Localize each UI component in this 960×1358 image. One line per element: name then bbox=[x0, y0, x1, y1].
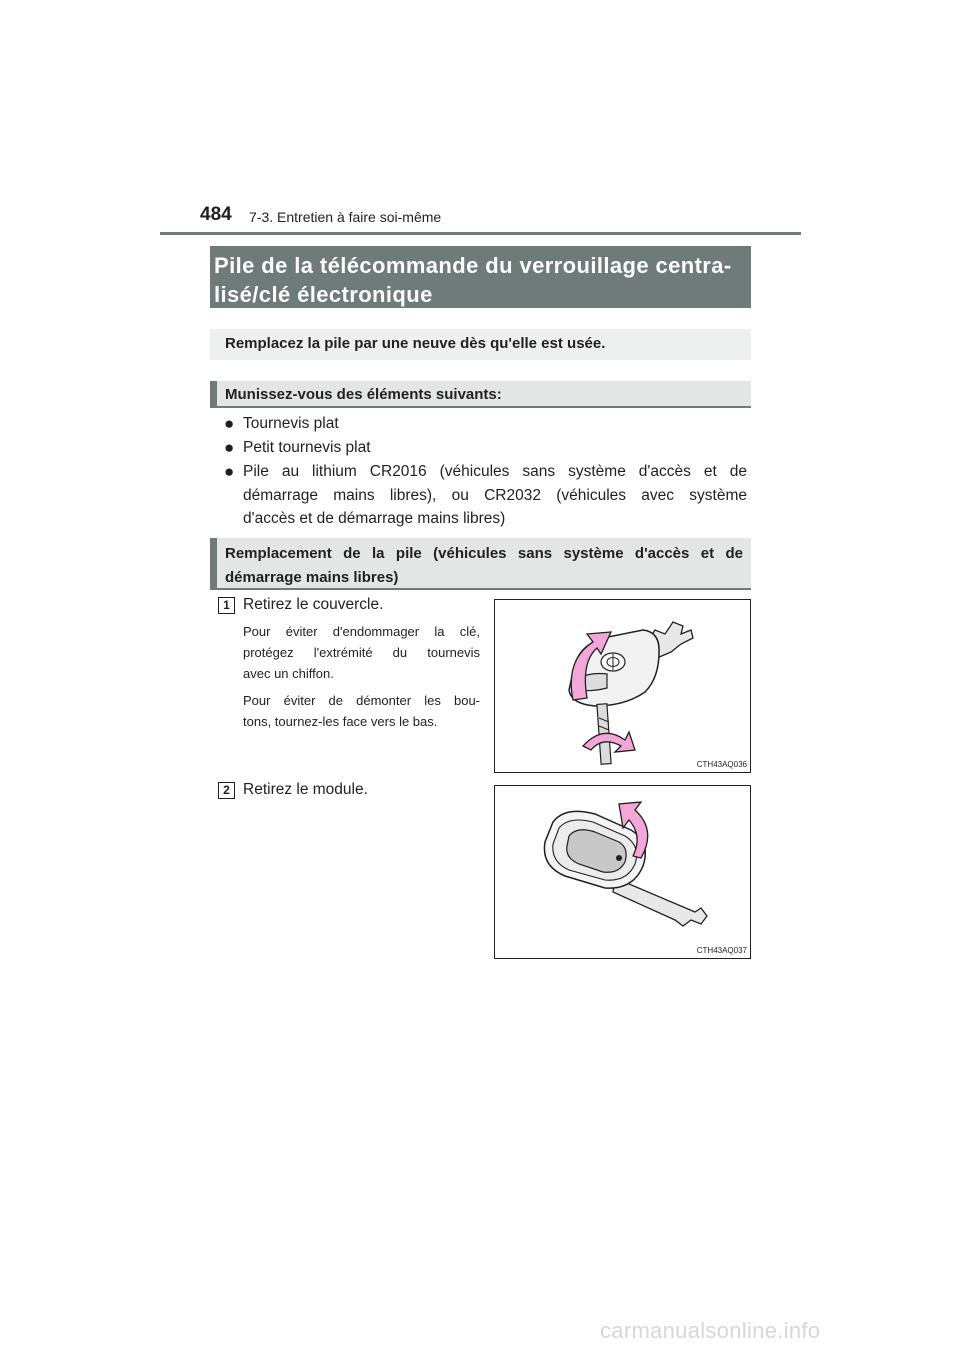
replacement-heading-line1: Remplacement de la pile (véhicules sans système d'accès et de bbox=[225, 545, 743, 562]
step-note: protégez l'extrémité du tournevis bbox=[243, 645, 480, 660]
section-title-line2: lisé/clé électronique bbox=[214, 282, 433, 307]
section-title-line1: Pile de la télécommande du verrouillage centra- bbox=[214, 253, 732, 278]
figure-code: CTH43AQ037 bbox=[696, 946, 747, 955]
step-note: Pour éviter d'endommager la clé, bbox=[243, 624, 480, 639]
list-item: Pile au lithium CR2016 (véhicules sans système d'accès et de bbox=[243, 463, 747, 480]
bullet-icon: ● bbox=[224, 438, 235, 457]
bullet-icon: ● bbox=[224, 414, 235, 433]
step-text: Retirez le module. bbox=[243, 781, 368, 798]
figure-code: CTH43AQ036 bbox=[696, 760, 747, 769]
step-note: tons, tournez-les face vers le bas. bbox=[243, 714, 438, 729]
list-item-continued: démarrage mains libres), ou CR2032 (véhicules avec système bbox=[243, 487, 747, 504]
section-reference: 7-3. Entretien à faire soi-même bbox=[249, 209, 442, 225]
section-title bbox=[214, 251, 749, 309]
step-number: 1 bbox=[218, 597, 235, 614]
step-number: 2 bbox=[218, 782, 235, 799]
figure-remove-module bbox=[494, 785, 751, 959]
step-note: Pour éviter de démonter les bou- bbox=[243, 693, 480, 708]
intro-text: Remplacez la pile par une neuve dès qu'elle est usée. bbox=[225, 335, 606, 352]
watermark: carmanualsonline.info bbox=[600, 1318, 821, 1343]
list-item: Petit tournevis plat bbox=[243, 439, 371, 456]
replacement-heading-line2: démarrage mains libres) bbox=[225, 569, 399, 586]
figure-remove-cover bbox=[494, 599, 751, 773]
list-item-continued: d'accès et de démarrage mains libres) bbox=[243, 510, 506, 527]
list-item: Tournevis plat bbox=[243, 415, 339, 432]
step-note: avec un chiffon. bbox=[243, 666, 334, 681]
page-number: 484 bbox=[200, 204, 232, 225]
step-text: Retirez le couvercle. bbox=[243, 596, 384, 613]
bullet-icon: ● bbox=[224, 462, 235, 481]
key-module-illustration bbox=[495, 786, 750, 958]
key-cover-illustration bbox=[495, 600, 750, 772]
items-heading: Munissez-vous des éléments suivants: bbox=[225, 386, 502, 403]
header-divider bbox=[160, 232, 801, 235]
